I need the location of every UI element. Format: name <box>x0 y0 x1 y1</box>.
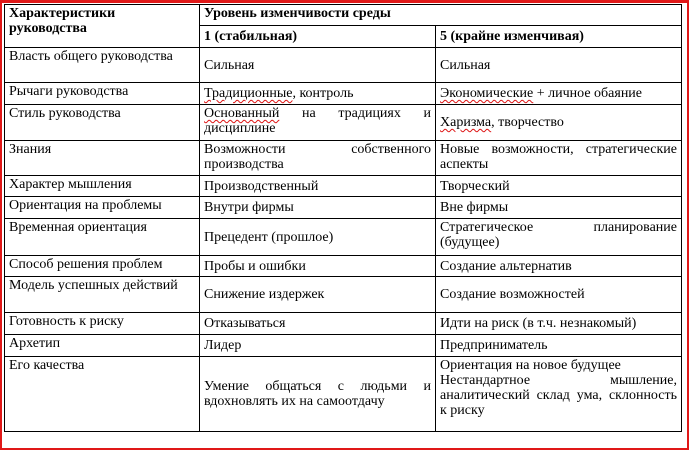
row-stable-value: Сильная <box>200 48 436 83</box>
row-stable-value: Пробы и ошибки <box>200 256 436 277</box>
row-variable-value: Вне фирмы <box>436 197 682 219</box>
row-label: Рычаги руководства <box>5 83 200 105</box>
spellcheck-word: Основанный <box>204 106 280 121</box>
header-characteristics: Характеристики руководства <box>5 5 200 48</box>
row-label: Характер мышления <box>5 176 200 197</box>
spellcheck-word: Экономические <box>440 86 534 101</box>
row-stable-value: Возможности собственного производства <box>200 141 436 176</box>
row-label: Архетип <box>5 335 200 357</box>
row-stable-value: Традиционные, контроль <box>200 83 436 105</box>
row-label: Временная ориентация <box>5 219 200 256</box>
row-label: Готовность к риску <box>5 313 200 335</box>
row-variable-value: Новые возможности, стратегические аспекты <box>436 141 682 176</box>
row-variable-value: Сильная <box>436 48 682 83</box>
header-variability-level: Уровень изменчивости среды <box>200 5 682 26</box>
row-label: Стиль руководства <box>5 105 200 141</box>
row-stable-value: Отказываться <box>200 313 436 335</box>
row-variable-value: Творческий <box>436 176 682 197</box>
quality-line: Нестандартное мышление, аналитический склад ума, склонность к риску <box>440 373 677 418</box>
row-stable-value: Прецедент (прошлое) <box>200 219 436 256</box>
quality-line: Ориентация на новое будущее <box>440 358 621 373</box>
row-variable-value: Создание возможностей <box>436 277 682 313</box>
row-variable-value: Стратегическое планирование (будущее) <box>436 219 682 256</box>
row-label: Способ решения проблем <box>5 256 200 277</box>
row-variable-value: Идти на риск (в т.ч. незнакомый) <box>436 313 682 335</box>
spellcheck-word: Традиционные <box>204 86 293 101</box>
row-label: Знания <box>5 141 200 176</box>
row-label: Ориентация на проблемы <box>5 197 200 219</box>
row-stable-value: Внутри фирмы <box>200 197 436 219</box>
row-variable-value: Создание альтернатив <box>436 256 682 277</box>
row-variable-value: Экономические + личное обаяние <box>436 83 682 105</box>
row-stable-value: Лидер <box>200 335 436 357</box>
row-variable-value: Предприниматель <box>436 335 682 357</box>
row-stable-value: Основанный на традициях и дисциплине <box>200 105 436 141</box>
header-stable: 1 (стабильная) <box>200 26 436 48</box>
row-stable-value: Производственный <box>200 176 436 197</box>
header-extremely-variable: 5 (крайне изменчивая) <box>436 26 682 48</box>
row-label: Модель успешных действий <box>5 277 200 313</box>
spellcheck-word: Харизма <box>440 115 492 130</box>
row-label: Власть общего руководства <box>5 48 200 83</box>
row-stable-value: Снижение издержек <box>200 277 436 313</box>
row-variable-value: Харизма, творчество <box>436 105 682 141</box>
row-stable-value: Умение общаться с людьми и вдохновлять их на самоотдачу <box>200 357 436 432</box>
row-label: Его качества <box>5 357 200 432</box>
